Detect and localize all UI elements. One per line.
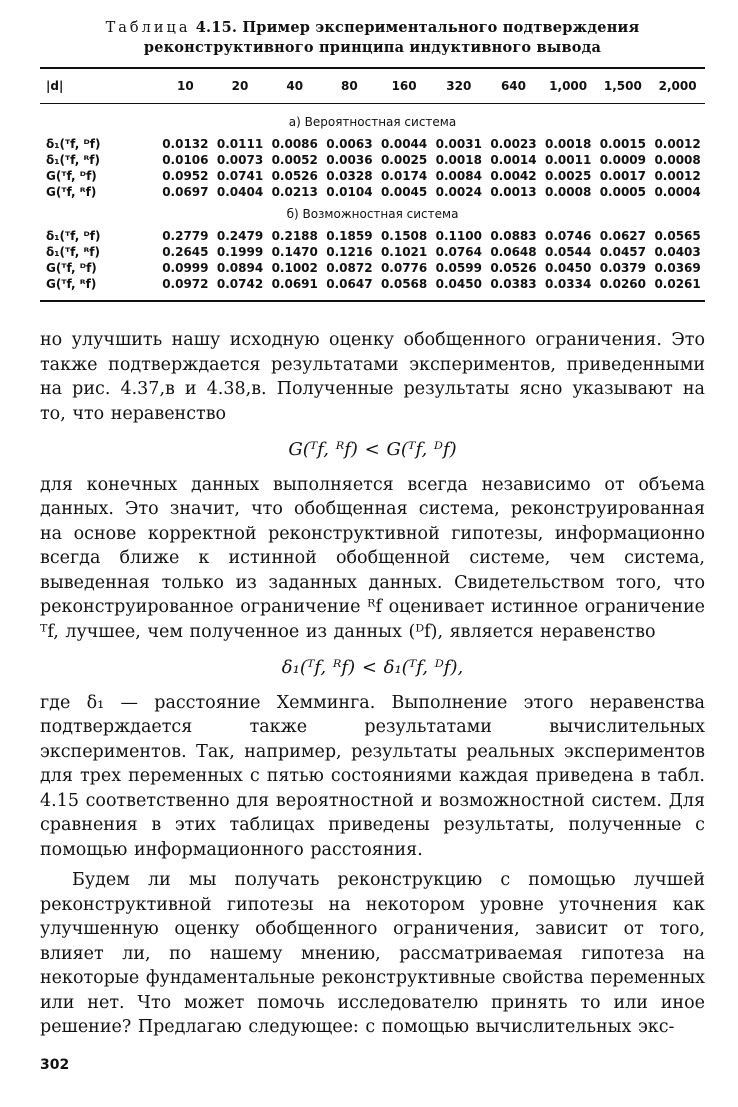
- paragraph-3: где δ₁ — расстояние Хемминга. Выполнение этого неравенства подтверждается также результатами вычислительных экспериментов. Так, например, результаты реальных экспериментов для трех переменных с пятью состояниями каждая приведена в табл. 4.15 соответственно для вероятностной и возможностной систем. Для сравнения в этих таблицах приведены результаты, полученные с помощью информационного расстояния.: [40, 692, 705, 860]
- table-cell: 0.0008: [545, 185, 592, 199]
- table-cell: 0.0403: [654, 245, 701, 259]
- table-cell: 0.0111: [216, 137, 264, 151]
- table-cell: 0.0084: [435, 169, 482, 183]
- table-row: [40, 228, 705, 244]
- table-cell: 0.0568: [380, 277, 428, 291]
- table-cell: 0.0063: [326, 137, 373, 151]
- table-cell: 0.0014: [490, 153, 537, 167]
- table-cell: 0.0044: [380, 137, 428, 151]
- table-cell: 0.1021: [380, 245, 428, 259]
- row-label: G(ᵀf, ᴰf): [46, 261, 97, 275]
- table-cell: 0.0883: [490, 229, 537, 243]
- table-cell: 0.0018: [435, 153, 482, 167]
- section-title-row: [40, 108, 705, 136]
- table-cell: 0.0526: [490, 261, 537, 275]
- table-cell: 0.0691: [271, 277, 318, 291]
- column-header: 20: [231, 79, 249, 93]
- table-cell: 0.0104: [326, 185, 373, 199]
- table-cell: 0.2645: [162, 245, 209, 259]
- table-cell: 0.0012: [654, 169, 701, 183]
- column-header: 640: [500, 79, 526, 93]
- results-table: [40, 69, 705, 292]
- row-label: δ₁(ᵀf, ᴰf): [46, 137, 101, 151]
- table-cell: 0.0764: [435, 245, 482, 259]
- table-cell: 0.0052: [271, 153, 318, 167]
- table-cell: 0.0972: [162, 277, 209, 291]
- header-corner: |d|: [46, 79, 64, 93]
- table-cell: 0.1100: [435, 229, 482, 243]
- table-cell: 0.0697: [162, 185, 209, 199]
- table-cell: 0.0086: [271, 137, 318, 151]
- column-header: 10: [176, 79, 194, 93]
- table-cell: 0.0005: [599, 185, 646, 199]
- table-cell: 0.0599: [435, 261, 482, 275]
- table-cell: 0.0261: [654, 277, 701, 291]
- table-cell: 0.0025: [380, 153, 428, 167]
- table-cell: 0.0383: [490, 277, 537, 291]
- table-row: [40, 168, 705, 184]
- table-cell: 0.0106: [162, 153, 209, 167]
- table-row: [40, 152, 705, 168]
- table-cell: 0.0334: [545, 277, 592, 291]
- row-label: δ₁(ᵀf, ᴿf): [46, 245, 100, 259]
- table-cell: 0.0450: [435, 277, 482, 291]
- table-cell: 0.0009: [599, 153, 646, 167]
- table-row: [40, 244, 705, 260]
- column-header: 160: [391, 79, 417, 93]
- table-cell: 0.0036: [326, 153, 373, 167]
- column-header: 80: [341, 79, 358, 93]
- table-row: [40, 260, 705, 276]
- table-cell: 0.0526: [271, 169, 318, 183]
- table-caption: [40, 18, 705, 57]
- table-cell: 0.0031: [435, 137, 482, 151]
- row-label: δ₁(ᵀf, ᴰf): [46, 229, 101, 243]
- table-cell: 0.0012: [654, 137, 701, 151]
- table-row: [40, 136, 705, 152]
- section-title: б) Возможностная система: [286, 207, 459, 221]
- table-cell: 0.0260: [599, 277, 646, 291]
- table-cell: 0.0328: [326, 169, 373, 183]
- table-cell: 0.0008: [654, 153, 701, 167]
- row-label: G(ᵀf, ᴿf): [46, 185, 97, 199]
- paragraph-4: Будем ли мы получать реконструкцию с помощью лучшей реконструктивной гипотезы на некотором уровне уточнения как улучшенную оценку обобщенного ограничения, зависит от того, влияет ли, по нашему мнению, рассматриваемая гипотеза на некоторые фундаментальные реконструктивные свойства переменных или нет. Что может помочь исследователю принять то или иное решение? Предлагаю следующее: с помощью вычислительных экс-: [40, 870, 705, 1037]
- row-label: G(ᵀf, ᴰf): [46, 169, 97, 183]
- table-cell: 0.0742: [216, 277, 264, 291]
- page-number: 302: [40, 1057, 70, 1073]
- table-cell: 0.0213: [271, 185, 318, 199]
- table-cell: 0.0741: [216, 169, 264, 183]
- table-cell: 0.0018: [545, 137, 592, 151]
- table-cell: 0.1216: [326, 245, 373, 259]
- row-label: δ₁(ᵀf, ᴿf): [46, 153, 100, 167]
- table-cell: 0.0025: [545, 169, 592, 183]
- table-cell: 0.0024: [435, 185, 482, 199]
- table-cell: 0.2188: [271, 229, 318, 243]
- table-cell: 0.0565: [654, 229, 701, 243]
- caption-line-1: [40, 18, 705, 38]
- table-cell: 0.1859: [326, 229, 373, 243]
- table-cell: 0.0013: [490, 185, 537, 199]
- table-cell: 0.0045: [380, 185, 428, 199]
- paragraph-2: для конечных данных выполняется всегда независимо от объема данных. Это значит, что обобщенная система, реконструированная на основе корректной реконструктивной гипотезы, информационно всегда ближе к истинной обобщенной системе, чем система, выведенная только из заданных данных. Свидетельством того, что реконструированное ограничение ᴿf оценивает истинное ограничение ᵀf, лучшее, чем полученное из данных (ᴰf), является неравенство: [40, 474, 705, 642]
- section-title-row: [40, 200, 705, 228]
- table-cell: 0.0023: [490, 137, 537, 151]
- table-cell: 0.0042: [490, 169, 537, 183]
- table-cell: 0.2479: [216, 229, 264, 243]
- page: [40, 18, 705, 1040]
- column-header: 1,500: [603, 79, 642, 93]
- table-cell: 0.0379: [599, 261, 646, 275]
- table-cell: 0.0647: [326, 277, 373, 291]
- table-cell: 0.0457: [599, 245, 646, 259]
- table-cell: 0.0746: [545, 229, 592, 243]
- caption-title: 4.15. Пример экспериментального подтверждения: [195, 19, 640, 36]
- table-cell: 0.2779: [162, 229, 209, 243]
- formula-2: δ₁(ᵀf, ᴿf) < δ₁(ᵀf, ᴰf),: [281, 657, 464, 678]
- table-cell: 0.0174: [380, 169, 428, 183]
- table-cell: 0.0872: [326, 261, 373, 275]
- column-header: 320: [446, 79, 472, 93]
- table-row: [40, 184, 705, 200]
- table-cell: 0.0011: [545, 153, 592, 167]
- table-cell: 0.0404: [216, 185, 264, 199]
- table-cell: 0.0776: [380, 261, 428, 275]
- body-text: [40, 328, 705, 1040]
- table-cell: 0.1508: [380, 229, 428, 243]
- table-cell: 0.0648: [490, 245, 537, 259]
- table-cell: 0.0017: [599, 169, 646, 183]
- table-cell: 0.0004: [654, 185, 701, 199]
- table-cell: 0.0999: [162, 261, 209, 275]
- table-header-row: [40, 69, 705, 104]
- table-row: [40, 276, 705, 292]
- table-cell: 0.0544: [545, 245, 592, 259]
- column-header: 2,000: [658, 79, 697, 93]
- table-cell: 0.1002: [271, 261, 318, 275]
- table-cell: 0.0952: [162, 169, 209, 183]
- caption-line-2: реконструктивного принципа индуктивного вывода: [143, 39, 602, 56]
- section-title: а) Вероятностная система: [288, 115, 457, 129]
- column-header: 1,000: [549, 79, 588, 93]
- table-cell: 0.1999: [216, 245, 264, 259]
- table-cell: 0.0015: [599, 137, 646, 151]
- formula-1: G(ᵀf, ᴿf) < G(ᵀf, ᴰf): [288, 439, 457, 460]
- table-cell: 0.0369: [654, 261, 701, 275]
- row-label: G(ᵀf, ᴿf): [46, 277, 97, 291]
- table-cell: 0.0894: [216, 261, 264, 275]
- table-cell: 0.0450: [545, 261, 592, 275]
- table-cell: 0.1470: [271, 245, 318, 259]
- table-cell: 0.0073: [216, 153, 264, 167]
- table-cell: 0.0627: [599, 229, 646, 243]
- paragraph-1: но улучшить нашу исходную оценку обобщенного ограничения. Это также подтверждается результатами экспериментов, приведенными на рис. 4.37,в и 4.38,в. Полученные результаты ясно указывают на то, что неравенство: [40, 330, 705, 424]
- column-header: 40: [286, 79, 304, 93]
- caption-label: Таблица: [105, 20, 191, 36]
- table-bottom-rule: [40, 300, 705, 302]
- table-cell: 0.0132: [162, 137, 209, 151]
